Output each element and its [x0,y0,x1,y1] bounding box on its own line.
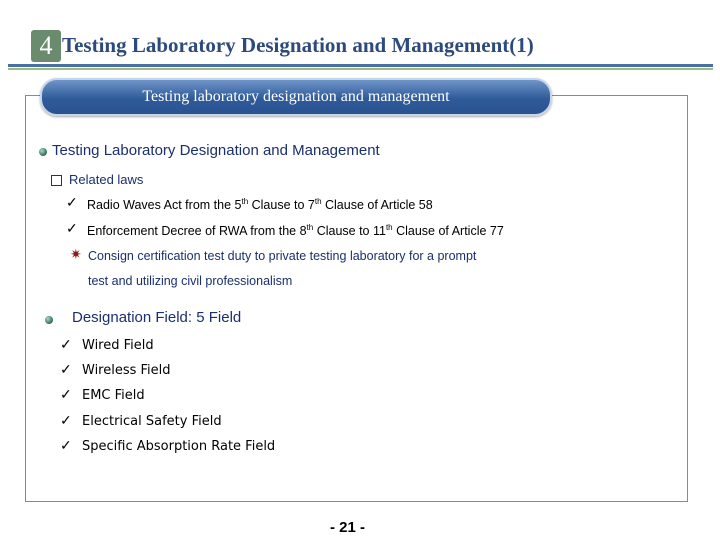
checkmark-icon: ✓ [60,336,72,352]
law-item: Enforcement Decree of RWA from the 8th Clause to 11th Clause of Article 77 [87,223,504,239]
banner-text: Testing laboratory designation and management [142,88,450,105]
page-title: Testing Laboratory Designation and Management(1) [62,33,534,57]
title-underline-green [8,68,713,70]
section2-heading: Designation Field: 5 Field [72,309,242,326]
bullet-ball-icon [45,316,53,324]
square-bullet-icon [51,175,62,186]
checkmark-icon: ✓ [60,412,72,428]
checkmark-icon: ✓ [60,386,72,402]
page-number: - 21 - [330,519,366,536]
law-item: Radio Waves Act from the 5th Clause to 7th Clause of Article 58 [87,197,433,213]
note-line-2: test and utilizing civil professionalism [88,274,293,288]
checkmark-icon: ✓ [66,220,78,236]
section1-heading: Testing Laboratory Designation and Management [52,142,380,159]
field-item: Specific Absorption Rate Field [82,439,276,454]
field-item: Wireless Field [82,363,171,378]
bullet-ball-icon [39,148,47,156]
checkmark-icon: ✓ [60,361,72,377]
field-item: Wired Field [82,338,154,353]
note-asterisk-icon: ✷ [70,246,82,262]
title-underline-blue [8,64,713,67]
note-line-1: Consign certification test duty to private testing laboratory for a prompt [88,249,477,263]
field-item: EMC Field [82,388,145,403]
related-laws-heading: Related laws [69,172,144,187]
section-number-badge: 4 [31,30,61,62]
checkmark-icon: ✓ [60,437,72,453]
field-item: Electrical Safety Field [82,414,222,429]
checkmark-icon: ✓ [66,194,78,210]
